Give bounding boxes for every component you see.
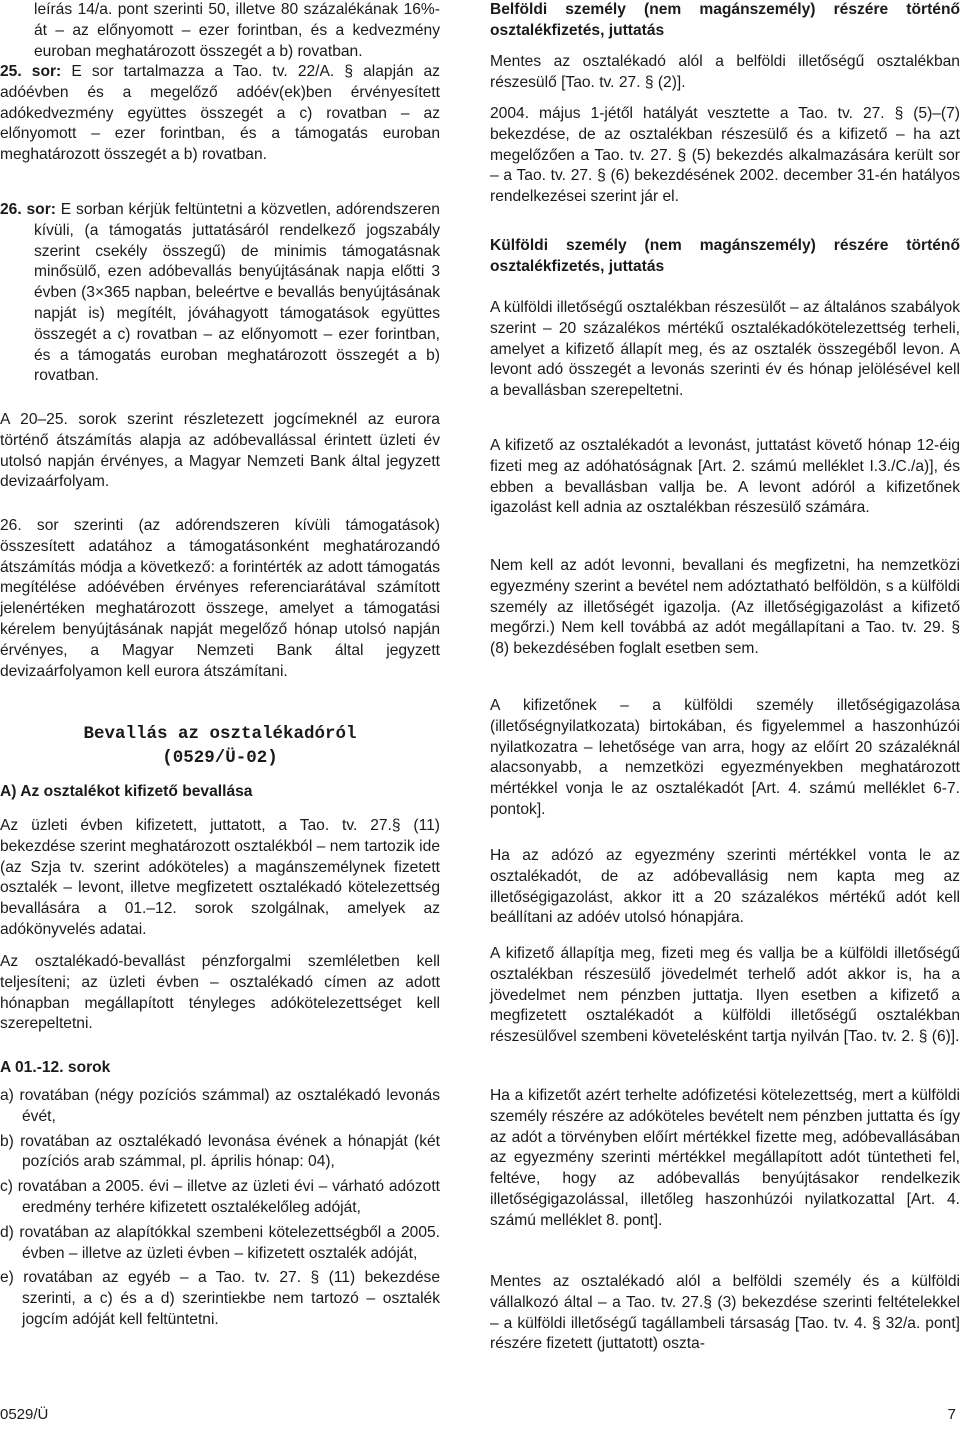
- paragraph: 2004. május 1-jétől hatályát vesztette a Tao. tv. 27. § (5)–(7) bekezdése, de az osztalékban részesülő és a kifizető – ha azt megelőzően a Tao. tv. 27. § (5) bekezdés alkalmazására került sor – a Tao. tv. 27. § (6) bekezdésének 2002. december 31-én hatályos rendelkezései szerint jár el.: [490, 105, 960, 206]
- form-code: 0529/Ü: [0, 1406, 49, 1423]
- paragraph: A külföldi illetőségű osztalékban részesülőt – az általános szabályok szerint – 20 százalékos mértékű osztalékadókötelezettség terheli, amelyet a kifizető állapít meg, és az osztalék összegéből levon. A levont adó összegét a levonás szerinti év és hónap jelölésével kell a bevallásban szerepeltetni.: [490, 299, 960, 400]
- paragraph: Mentes az osztalékadó alól a belföldi személy és a külföldi vállalkozó által – a Tao. tv. 27.§ (3) bekezdése szerinti feltételekkel – a külföldi illetőségű tagállambeli társaság [Tao. tv. 4. § 32/a. pont] részére fizetett (juttatott) oszta-: [490, 1273, 960, 1353]
- paragraph: Ha a kifizetőt azért terhelte adófizetési kötelezettség, mert a külföldi személy részére az adóköteles bevételt nem pénzben juttatta és így az adót a törvényben előírt mértékkel fizette meg, adóbevallásában az egyezmény szerinti mértékkel megállapított adót tüntetheti fel, feltéve, hogy az adóbevallás benyújtásakor rendelkezik illetőségigazolással, illetőleg haszonhúzói nyilatkozattal [Art. 4. számú melléklet 8. pont].: [490, 1087, 960, 1229]
- paragraph: Az üzleti évben kifizetett, juttatott, a Tao. tv. 27.§ (11) bekezdése szerint meghatározott osztalékból – nem tartozik ide (az Szja tv. szerint adóköteles) a magánszemélynek fizetett osztalék – levont, illetve megfizetett osztalékadó kötelezettség bevallására a 01.–12. sorok szolgálnak, amelyek az adókönyvelés adatai.: [0, 817, 440, 938]
- section-a-heading: A) Az osztalékot kifizető bevallása: [0, 783, 253, 800]
- right-p7: [490, 846, 960, 929]
- paragraph: A kifizető állapítja meg, fizeti meg és vallja be a külföldi illetőségű osztalékban részesülő jövedelmét terhelő adót akkor is, ha a jövedelmet nem pénzben juttatja. Ilyen esetben a kifizető a megfizetett osztalékadót a külföldi illetőségű osztalékban részesülővel szembeni követelésként tartja nyilván [Tao. tv. 2. § (6)].: [490, 945, 960, 1046]
- row-26: [0, 200, 440, 387]
- right-p2: [490, 104, 960, 208]
- right-p4: [490, 436, 960, 519]
- row-25: [0, 62, 440, 166]
- paragraph: Ha az adózó az egyezmény szerinti mértékkel vonta le az osztalékadót, de az adóbevallásig nem kapta meg az illetőségigazolást, akkor itt a 20 százalékos mértékű adót kell beállítani az adóév utolsó hónapjára.: [490, 847, 960, 927]
- list-item: d) rovatában az alapítókkal szembeni kötelezettségből a 2005. évben – illetve az üzleti évben – kifizetett osztalék adóját,: [0, 1223, 440, 1262]
- left-p1: [0, 0, 440, 62]
- rovat-list: [0, 1086, 440, 1331]
- right-p3: [490, 298, 960, 402]
- title-line-1: Bevallás az osztalékadóról: [83, 724, 357, 744]
- left-p5: [0, 516, 440, 682]
- row-26-head: 26. sor:: [0, 201, 56, 218]
- heading-foreign: Külföldi személy (nem magánszemély) részére történő osztalékfizetés, juttatás: [490, 237, 960, 275]
- title-line-2: (0529/Ü-02): [162, 748, 278, 768]
- row-25-head: 25. sor:: [0, 63, 62, 80]
- paragraph: A 20–25. sorok szerint részletezett jogcímeknél az eurora történő átszámítás alapja az adóbevallással érintett üzleti év utolsó napján érvényes, a Magyar Nemzeti Bank által jegyzett devizaárfolyam.: [0, 411, 440, 491]
- right-p5: [490, 556, 960, 660]
- paragraph: 26. sor szerinti (az adórendszeren kívüli támogatások) összesített adatához a támogatásonként meghatározandó átszámítás módja a következő: a forintérték az adott támogatás megítélése adóévében érvényes referenciarátával számított jelenértéken meghatározott összege, amelyet a támogatási kérelem benyújtásának napját megelőző hónap utolsó napján érvényes, a Magyar Nemzeti Bank által jegyzett devizaárfolyamon kell eurora átszámítani.: [0, 517, 440, 680]
- paragraph: leírás 14/a. pont szerinti 50, illetve 80 százalékának 16%-át – az előnyomott – ezer forintban, és a kedvezmény euroban meghatározott összegét a b) rovatban.: [34, 1, 440, 60]
- paragraph: Mentes az osztalékadó alól a belföldi illetőségű osztalékban részesülő [Tao. tv. 27. § (2)].: [490, 53, 960, 91]
- paragraph: Az osztalékadó-bevallást pénzforgalmi szemléletben kell teljesíteni; az üzleti évben – osztalékadó címen az adott hónapban megállapított tényleges adókötelezettséget kell szerepeltetni.: [0, 953, 440, 1033]
- left-p7: [0, 952, 440, 1035]
- left-p6: [0, 816, 440, 941]
- heading-domestic: Belföldi személy (nem magánszemély) részére történő osztalékfizetés, juttatás: [490, 1, 960, 39]
- paragraph: Nem kell az adót levonni, bevallani és megfizetni, ha nemzetközi egyezmény szerint a bevétel nem adóztatható belföldön, s a külföldi személy az illetőségét igazolja. (Az illetőségigazolást a kifizető megőrzi.) Nem kell továbbá az adót megállapítani a Tao. tv. 29. § (8) bekezdésében foglalt esetben sem.: [490, 557, 960, 658]
- paragraph: A kifizetőnek – a külföldi személy illetőségigazolása (illetőségnyilatkozata) birtokában, és figyelemmel a haszonhúzói nyilatkozatra – lehetősége van arra, hogy az előírt 20 százaléknál alacsonyabb, a nemzetközi egyezményekben meghatározott mértékkel vonja le az osztalékadót [Art. 4. számú melléklet 6-7. pontok].: [490, 697, 960, 818]
- right-p9: [490, 1086, 960, 1232]
- list-item: e) rovatában az egyéb – a Tao. tv. 27. § (11) bekezdése szerinti, a c) és a d) szerintiekbe nem tartozó – osztalék jogcím adóját kell feltüntetni.: [0, 1269, 440, 1328]
- paragraph: A kifizető az osztalékadót a levonást, juttatást követő hónap 12-éig fizeti meg az adóhatóságnak [Art. 2. számú melléklet I.3./C./a)], és ebben a bevallásban vallja be. A levont adóról a kifizetőnek igazolást kell adnia az osztalékban részesülő számára.: [490, 437, 960, 517]
- right-p8: [490, 944, 960, 1048]
- left-p4: [0, 410, 440, 493]
- page-number: 7: [947, 1406, 956, 1423]
- section-title: [0, 722, 440, 770]
- row-26-text: E sorban kérjük feltüntetni a közvetlen, adórendszeren kívüli, (a támogatás juttatásáról rendelkező jogszabály szerint csekély összegű) de minimis támogatásnak minősülő, ezen adóbevallás benyújtásának napja előtti 3 évben (3×365 napban, beleértve e bevallás benyújtásának napját is) megítélt, jóváhagyott támogatások együttes összegét a c) rovatban – az előnyomott – ezer forintban, és a támogatás euroban meghatározott összegét a b) rovatban.: [34, 201, 440, 385]
- list-item: c) rovatában a 2005. évi – illetve az üzleti évi – várható adózott eredmény terhére kifizetett osztalékelőleg adóját,: [0, 1178, 440, 1216]
- list-item: b) rovatában az osztalékadó levonása évének a hónapját (két pozíciós arab számmal, pl. április hónap: 04),: [0, 1132, 440, 1171]
- right-p10: [490, 1272, 960, 1355]
- list-item: a) rovatában (négy pozíciós számmal) az osztalékadó levonás évét,: [0, 1087, 440, 1125]
- row-25-text: E sor tartalmazza a Tao. tv. 22/A. § alapján az adóévben és a megelőző adóév(ek)ben érvényesített adókedvezmény együttes összegét a c) rovatban – az előnyomott – ezer forintban, és a támogatás euroban meghatározott összegét a b) rovatban.: [0, 63, 440, 164]
- right-p1: [490, 52, 960, 94]
- rows-heading: A 01.-12. sorok: [0, 1059, 111, 1076]
- right-p6: [490, 696, 960, 821]
